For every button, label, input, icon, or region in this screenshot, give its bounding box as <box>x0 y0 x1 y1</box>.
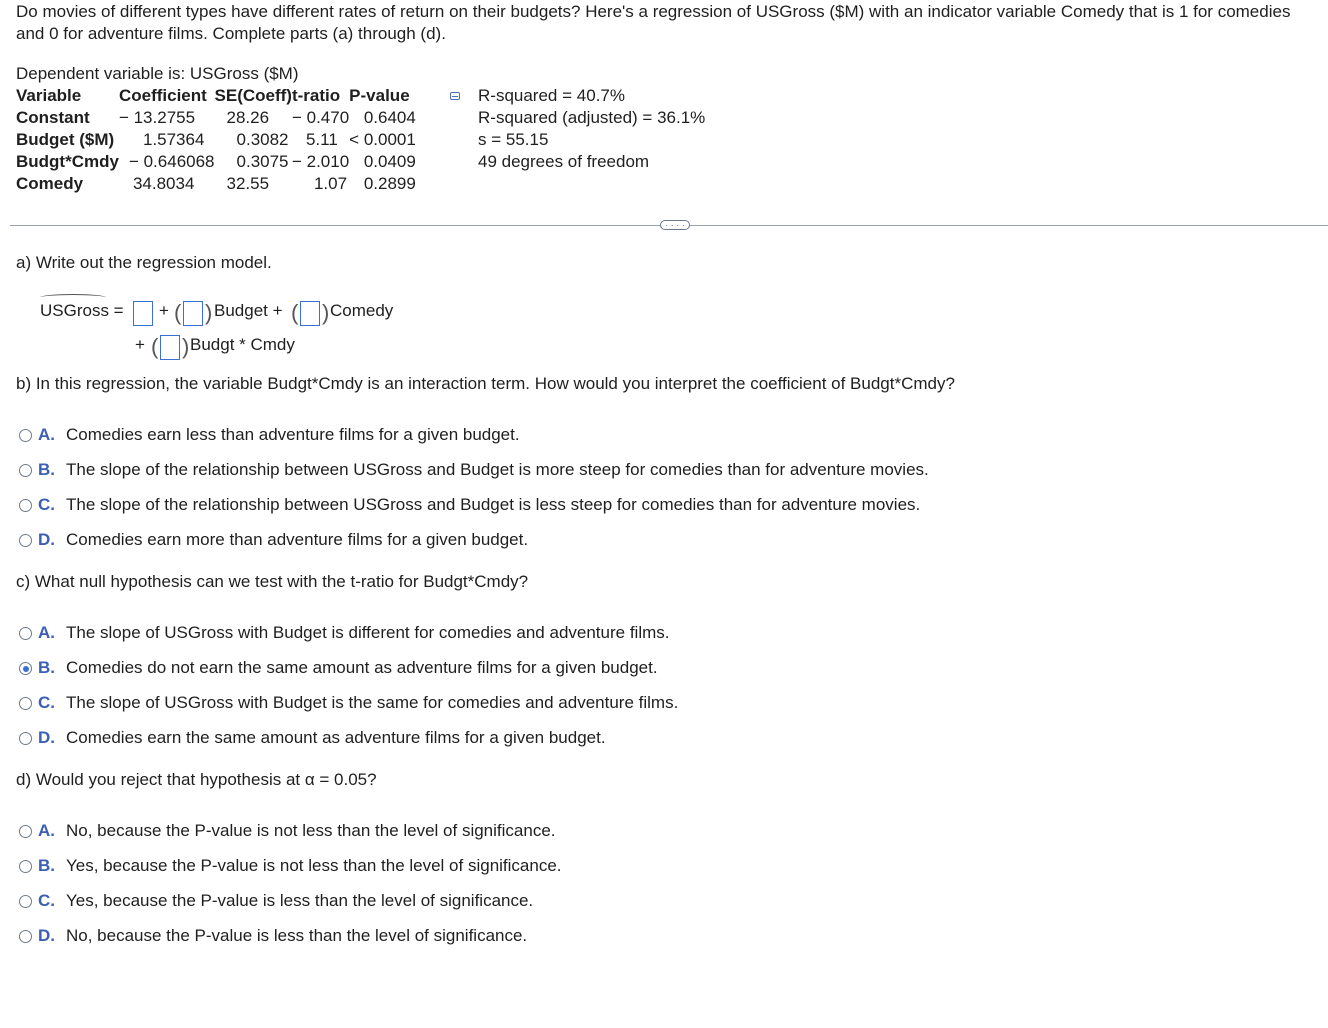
part-c-prompt: c) What null hypothesis can we test with the t-ratio for Budgt*Cmdy? <box>16 572 529 591</box>
option-letter: A. <box>38 821 55 840</box>
option-letter: C. <box>38 495 55 514</box>
option-letter: D. <box>38 728 55 747</box>
variable-name: Budget ($M) <box>16 130 115 149</box>
paren-left: ( <box>174 300 182 325</box>
t-ratio-value: − 0.470 <box>291 108 350 127</box>
radio-button[interactable] <box>19 697 32 710</box>
t-ratio-value: − 2.010 <box>291 152 350 171</box>
r-squared-adjusted: R-squared (adjusted) = 36.1% <box>478 108 706 127</box>
r-squared: R-squared = 40.7% <box>478 86 625 105</box>
radio-button[interactable] <box>19 464 32 477</box>
paren-left: ( <box>151 334 159 359</box>
option-text: Comedies do not earn the same amount as adventure films for a given budget. <box>66 658 658 677</box>
equation-lhs: USGross = <box>40 301 124 320</box>
se-value: 0.3075 <box>236 152 289 171</box>
option-text: The slope of the relationship between USGross and Budget is less steep for comedies than for adventure movies. <box>66 495 921 514</box>
comedy-coefficient-input[interactable] <box>300 301 320 326</box>
radio-button[interactable] <box>19 627 32 640</box>
option-letter: A. <box>38 623 55 642</box>
question-intro: Do movies of different types have different rates of return on their budgets? Here's a regression of USGross ($M) with an indicator variable Comedy that is 1 for comedies and 0 for adventure films. Complete parts (a) through (d). <box>16 2 1291 43</box>
table-row <box>16 107 416 129</box>
variable-name: Comedy <box>16 174 84 193</box>
t-ratio-value: 5.11 <box>305 130 338 149</box>
se-value: 32.55 <box>226 174 270 193</box>
table-row <box>16 129 416 151</box>
radio-button[interactable] <box>19 825 32 838</box>
option-text: Comedies earn less than adventure films for a given budget. <box>66 425 520 444</box>
p-value: 0.2899 <box>363 174 416 193</box>
option-letter: B. <box>38 658 55 677</box>
option-text: The slope of the relationship between USGross and Budget is more steep for comedies than for adventure movies. <box>66 460 929 479</box>
option-text: Comedies earn the same amount as adventure films for a given budget. <box>66 728 606 747</box>
p-value: 0.6404 <box>363 108 416 127</box>
header-p-value: P-value <box>349 86 410 105</box>
option-text: Yes, because the P-value is less than the level of significance. <box>66 891 534 910</box>
part-d-prompt: d) Would you reject that hypothesis at α = 0.05? <box>16 770 377 789</box>
option-letter: C. <box>38 693 55 712</box>
interaction-coefficient-input[interactable] <box>160 335 180 360</box>
coefficient-value: 34.8034 <box>132 174 195 193</box>
option-letter: D. <box>38 530 55 549</box>
std-error: s = 55.15 <box>478 130 549 149</box>
variable-name: Budgt*Cmdy <box>16 152 119 171</box>
part-a-prompt: a) Write out the regression model. <box>16 253 272 272</box>
part-b-prompt: b) In this regression, the variable Budgt*Cmdy is an interaction term. How would you interpret the coefficient of Budgt*Cmdy? <box>16 374 955 393</box>
option-letter: C. <box>38 891 55 910</box>
option-text: No, because the P-value is not less than the level of significance. <box>66 821 556 840</box>
option-text: The slope of USGross with Budget is the same for comedies and adventure films. <box>66 693 679 712</box>
copy-data-icon[interactable] <box>450 92 460 100</box>
header-coefficient: Coefficient <box>118 86 207 105</box>
coefficient-value: − 0.646068 <box>128 152 215 171</box>
hat-symbol <box>40 294 106 301</box>
plus-sign: + <box>135 335 145 354</box>
option-letter: A. <box>38 425 55 444</box>
plus-sign: + <box>159 301 169 320</box>
radio-button[interactable] <box>19 860 32 873</box>
se-value: 0.3082 <box>236 130 289 149</box>
budget-coefficient-input[interactable] <box>183 301 203 326</box>
dependent-variable: Dependent variable is: USGross ($M) <box>16 64 299 83</box>
header-variable: Variable <box>16 86 82 105</box>
table-row <box>16 173 416 195</box>
radio-button[interactable] <box>19 499 32 512</box>
variable-name: Constant <box>16 108 90 127</box>
header-t-ratio: t-ratio <box>291 86 341 105</box>
paren-right: ) <box>205 300 213 325</box>
se-value: 28.26 <box>226 108 270 127</box>
table-header-row <box>16 85 416 107</box>
degrees-of-freedom: 49 degrees of freedom <box>478 152 650 171</box>
interaction-term: Budgt * Cmdy <box>190 335 295 354</box>
intercept-input[interactable] <box>133 301 153 326</box>
coefficient-value: 1.57364 <box>142 130 205 149</box>
radio-button[interactable] <box>19 429 32 442</box>
option-text: The slope of USGross with Budget is different for comedies and adventure films. <box>66 623 670 642</box>
radio-button[interactable] <box>19 534 32 547</box>
regression-table <box>16 85 416 195</box>
p-value: < 0.0001 <box>349 130 416 149</box>
option-letter: B. <box>38 460 55 479</box>
comedy-term: Comedy <box>330 301 394 320</box>
option-letter: D. <box>38 926 55 945</box>
header-se: SE(Coeff) <box>214 86 292 105</box>
option-text: No, because the P-value is less than the level of significance. <box>66 926 528 945</box>
radio-button-selected[interactable] <box>19 662 32 675</box>
radio-button[interactable] <box>19 895 32 908</box>
budget-term: Budget + <box>214 301 283 320</box>
paren-right: ) <box>322 300 330 325</box>
more-button[interactable]: · · · · <box>660 220 690 230</box>
t-ratio-value: 1.07 <box>313 174 348 193</box>
option-text: Comedies earn more than adventure films for a given budget. <box>66 530 529 549</box>
p-value: 0.0409 <box>363 152 416 171</box>
table-row <box>16 151 416 173</box>
option-text: Yes, because the P-value is not less than the level of significance. <box>66 856 562 875</box>
option-letter: B. <box>38 856 55 875</box>
paren-right: ) <box>182 334 190 359</box>
regression-stats <box>478 85 705 173</box>
coefficient-value: − 13.2755 <box>118 108 196 127</box>
radio-button[interactable] <box>19 930 32 943</box>
radio-button[interactable] <box>19 732 32 745</box>
paren-left: ( <box>291 300 299 325</box>
